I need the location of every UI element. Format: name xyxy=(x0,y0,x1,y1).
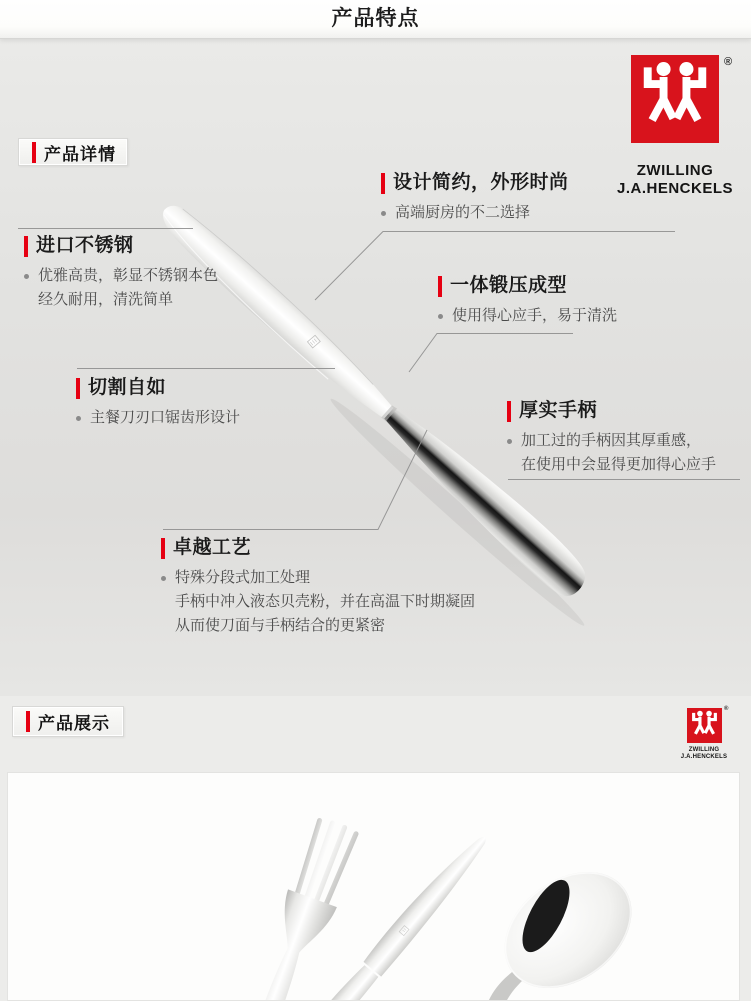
bullet-dot xyxy=(161,576,166,581)
callout-title: 进口不锈钢 xyxy=(36,235,134,256)
section-label-details xyxy=(18,138,128,166)
callout-title: 切割自如 xyxy=(88,377,167,398)
callout-handle xyxy=(507,398,716,477)
callout-text: 使用得心应手，易于清洗 xyxy=(452,307,618,324)
fork-shape xyxy=(239,814,364,1001)
section-label-text: 产品详情 xyxy=(44,144,116,164)
callout-text: 从而使刀面与手柄结合的更紧密 xyxy=(175,617,386,634)
section-label-display xyxy=(12,706,124,737)
red-accent-bar xyxy=(438,276,442,297)
brand-name xyxy=(669,747,739,761)
red-accent-bar xyxy=(26,711,30,732)
bullet-dot xyxy=(381,211,386,216)
section-label-text: 产品展示 xyxy=(38,714,110,733)
bullet-dot xyxy=(24,274,29,279)
brand-name-line1: ZWILLING xyxy=(688,747,720,753)
features-section xyxy=(0,38,751,696)
callout-text: 优雅高贵，彰显不锈钢本色 xyxy=(38,267,219,284)
red-accent-bar xyxy=(32,142,36,163)
twins-icon xyxy=(687,708,722,743)
red-accent-bar xyxy=(24,236,28,257)
callout-text: 主餐刀刃口锯齿形设计 xyxy=(90,409,241,426)
callout-title: 厚实手柄 xyxy=(519,400,598,421)
brand-name-line2: J.A.HENCKELS xyxy=(680,754,728,761)
spoon-shape xyxy=(482,848,654,1001)
page-header xyxy=(0,0,751,39)
brand-name-line2: J.A.HENCKELS xyxy=(616,180,734,197)
registered-mark: ® xyxy=(724,56,733,68)
callout-steel xyxy=(24,233,218,312)
red-accent-bar xyxy=(76,378,80,399)
callout-title: 一体锻压成型 xyxy=(450,275,568,296)
callout-design xyxy=(381,170,569,225)
callout-title: 设计简约，外形时尚 xyxy=(393,172,569,193)
callout-craft xyxy=(161,535,475,638)
callout-text: 经久耐用，清洗简单 xyxy=(38,291,174,308)
callout-text: 手柄中冲入液态贝壳粉，并在高温下时期凝固 xyxy=(175,593,476,610)
callout-forged xyxy=(438,273,617,328)
red-accent-bar xyxy=(507,401,511,422)
red-accent-bar xyxy=(161,538,165,559)
red-accent-bar xyxy=(381,173,385,194)
callout-text: 高端厨房的不二选择 xyxy=(395,204,531,221)
cutlery-image xyxy=(8,773,740,1001)
display-section xyxy=(0,696,751,1001)
callout-title: 卓越工艺 xyxy=(173,537,252,558)
product-photo-panel xyxy=(7,772,740,1001)
callout-cut xyxy=(76,375,240,430)
bullet-dot xyxy=(438,314,443,319)
registered-mark: ® xyxy=(724,706,729,712)
callout-text: 在使用中会显得更加得心应手 xyxy=(521,456,717,473)
bullet-dot xyxy=(507,439,512,444)
brand-logo-small xyxy=(680,706,751,768)
brand-name xyxy=(595,162,751,198)
twins-icon xyxy=(631,55,719,143)
bullet-dot xyxy=(76,416,81,421)
page-title: 产品特点 xyxy=(331,7,420,30)
callout-text: 加工过的手柄因其厚重感， xyxy=(521,432,702,449)
callout-text: 特殊分段式加工处理 xyxy=(175,569,311,586)
brand-name-line1: ZWILLING xyxy=(636,162,714,179)
brand-logo-large xyxy=(616,55,751,235)
